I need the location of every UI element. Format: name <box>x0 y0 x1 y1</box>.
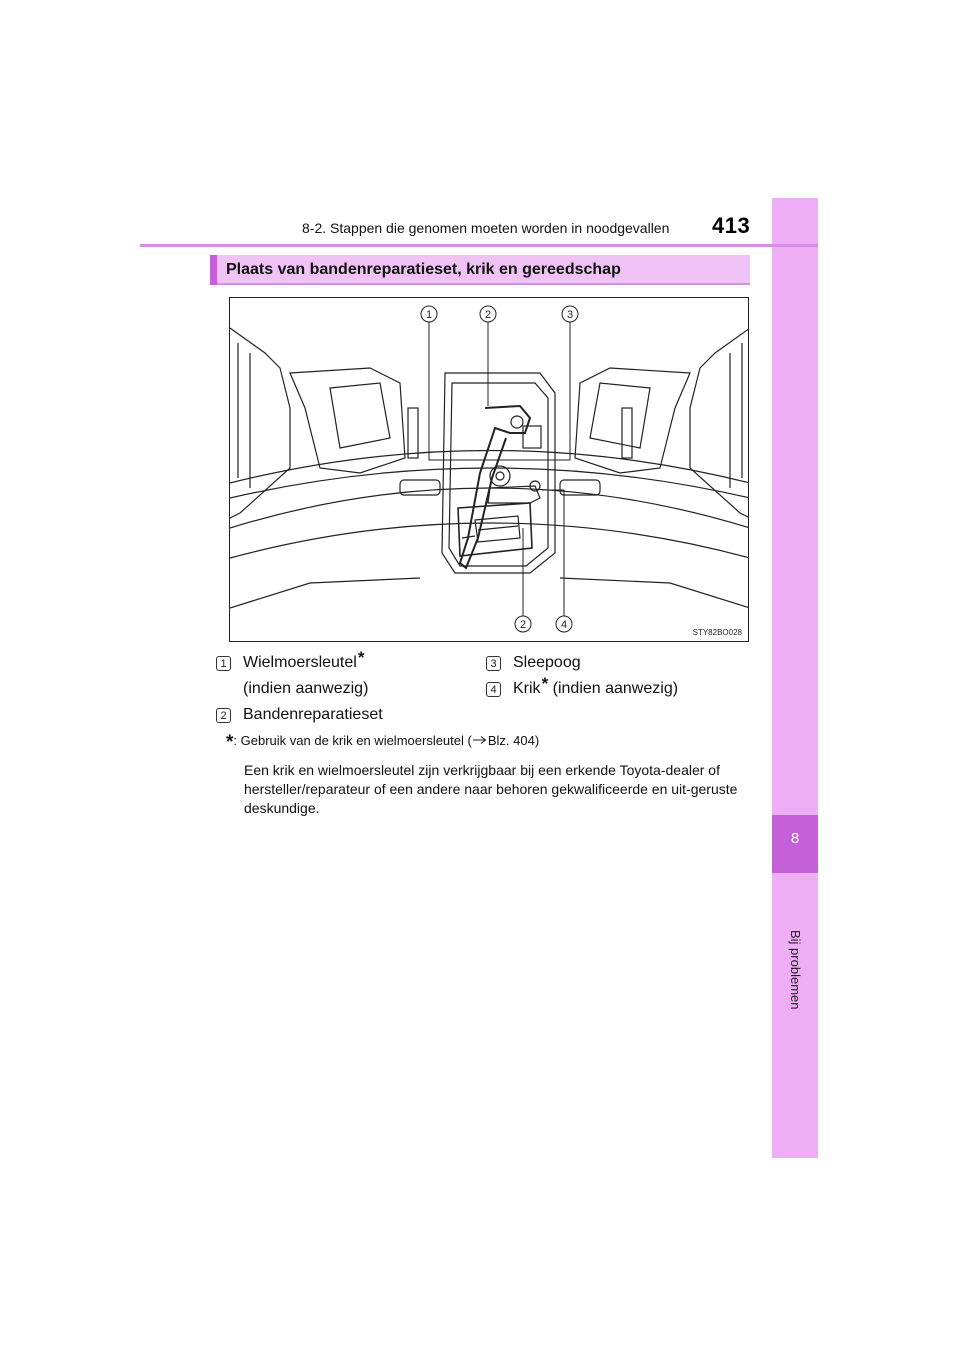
legend-number-badge: 2 <box>216 708 231 723</box>
left-vent <box>408 408 418 458</box>
left-floor-well <box>290 368 405 473</box>
section-heading-accent <box>210 255 217 285</box>
legend-label: Wielmoersleutel <box>243 654 357 671</box>
legend-label: Krik <box>513 680 541 697</box>
legend-label: Bandenreparatieset <box>243 706 383 723</box>
center-tray-inner <box>449 383 548 566</box>
callout-line-1 <box>429 322 570 460</box>
callout-label-4: 4 <box>560 619 568 631</box>
footnote-marker: * <box>226 732 234 753</box>
trunk-drawing <box>230 298 749 642</box>
trunk-illustration <box>229 297 749 642</box>
section-title: Plaats van bandenreparatieset, krik en gereedschap <box>226 261 621 278</box>
legend-number-badge: 1 <box>216 656 231 671</box>
footnote-text-end: ) <box>534 733 540 748</box>
callout-label-3: 3 <box>566 309 574 321</box>
callout-line-4 <box>542 490 564 616</box>
trunk-right-panel <box>730 343 742 488</box>
footnote-text: : Gebruik van de krik en wielmoersleutel ( <box>233 733 472 748</box>
legend-number-badge: 3 <box>486 656 501 671</box>
chapter-side-tab <box>772 198 818 1158</box>
availability-note: Een krik en wielmoersleutel zijn verkrijgbaar bij een erkende Toyota-dealer of hersteller/reparateur of een andere naar behoren gekwalificeerde en uit-geruste deskundige. <box>244 762 738 816</box>
page-number: 413 <box>712 213 751 238</box>
chapter-number: 8 <box>790 830 800 847</box>
callout-label-2-bottom: 2 <box>519 619 527 631</box>
footnote <box>226 732 539 754</box>
legend-label: Sleepoog <box>513 654 581 671</box>
callout-label-1: 1 <box>425 309 433 321</box>
legend-label-line2: (indien aanwezig) <box>243 680 369 697</box>
jack-gear-hub <box>496 472 504 480</box>
repair-kit-lid <box>475 516 520 542</box>
figure-code: STY82BO028 <box>692 628 742 637</box>
right-vent <box>622 408 632 458</box>
header-divider <box>140 244 818 247</box>
right-recess <box>590 383 650 448</box>
page-reference-link[interactable]: Blz. 404 <box>487 733 535 748</box>
legend-suffix: (indien aanwezig) <box>548 680 679 697</box>
chapter-title: Bij problemen <box>788 930 803 1010</box>
left-recess <box>330 383 390 448</box>
wrench-socket <box>511 416 523 428</box>
rear-sill <box>230 451 749 484</box>
footnote-star: * <box>357 648 365 667</box>
running-header: 8-2. Stappen die genomen moeten worden in noodgevallen <box>302 220 670 236</box>
arrow-right-icon <box>472 735 488 745</box>
legend-number-badge: 4 <box>486 682 501 697</box>
trunk-left-panel <box>238 343 250 488</box>
callout-label-2-top: 2 <box>484 309 492 321</box>
bumper-bottom <box>230 578 749 608</box>
trunk-left-wall <box>230 328 290 518</box>
footnote-star: * <box>541 674 549 693</box>
trunk-right-wall <box>690 328 749 518</box>
